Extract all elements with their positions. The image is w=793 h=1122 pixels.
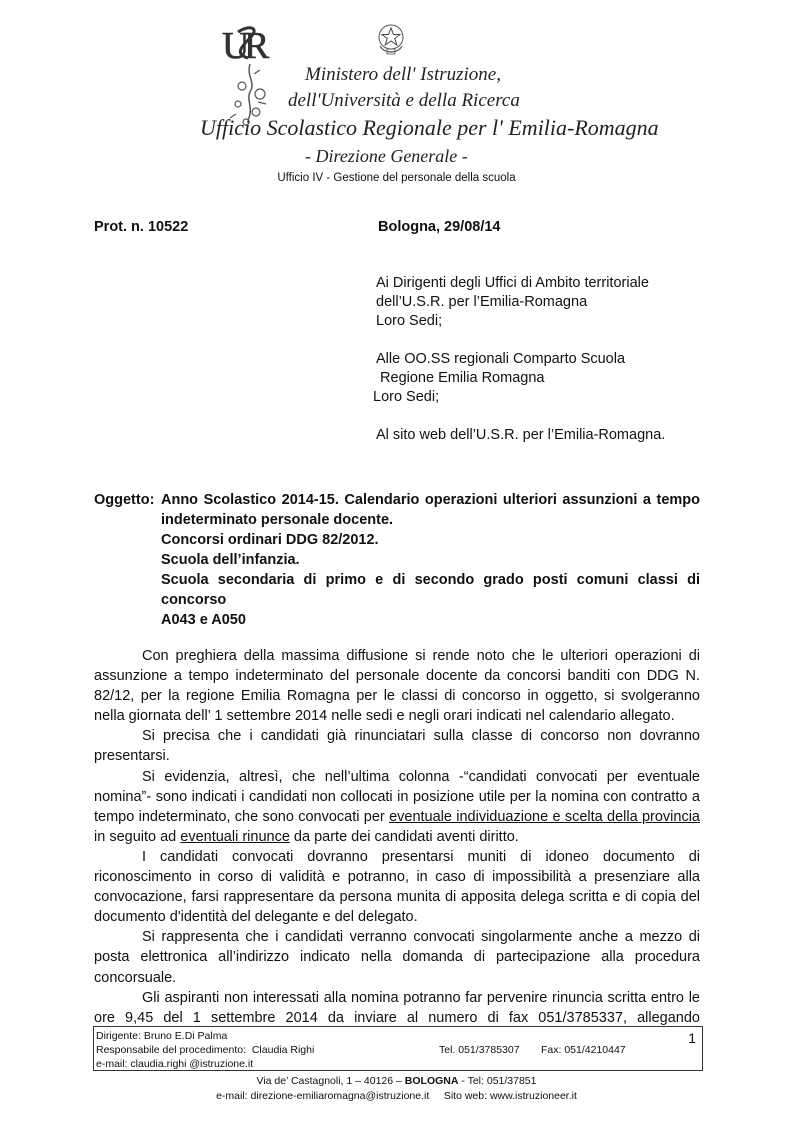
body-paragraph: Con preghiera della massima diffusione si rende noto che le ulteriori operazioni di assunzione a tempo indeterminato del personale docente da concorsi banditi con DDG N. 82/12, per la regione Emilia Romagna per le classi di concorso in oggetto, si svolgeranno nella giornata dell’ 1 settembre 2014 nelle sedi e negli orari indicati nel calendario allegato.: [94, 648, 700, 725]
footer-contact: e-mail: direzione-emiliaromagna@istruzione.it Sito web: www.istruzioneer.it: [216, 1090, 577, 1102]
body-paragraph: [94, 767, 700, 847]
address-city: BOLOGNA: [404, 1075, 459, 1087]
body-paragraph: Si precisa che i candidati già rinunciatari sulla classe di concorso non dovranno presentarsi.: [94, 728, 700, 765]
protocol-number: Prot. n. 10522: [94, 219, 189, 235]
usr-logo-icon: [220, 24, 282, 128]
letter-date: Bologna, 29/08/14: [378, 219, 501, 235]
addressee-line: Loro Sedi;: [376, 313, 443, 329]
body-paragraph: Gli aspiranti non interessati alla nomina potranno far pervenire rinuncia scritta entro le ore 9,45 del 1 settembre 2014 da inviare al numero di fax 051/3785337, allegando: [94, 989, 700, 1026]
subject-line: Scuola secondaria di primo e di secondo grado posti comuni classi di concorso: [161, 572, 700, 608]
footer-responsabile: Responsabile del procedimento: Claudia Righi: [96, 1044, 315, 1056]
letter-body: [94, 646, 700, 1028]
ministry-line: Ministero dell' Istruzione,: [305, 64, 501, 85]
subject-line: A043 e A050: [161, 612, 246, 628]
subject-line: Scuola dell’infanzia.: [161, 552, 300, 568]
body-text-span: Si evidenzia, altresì, che nell’ultima colonna -“candidati convocati per eventuale nomina”- sono indicati i candidati non collocati in posizione utile per la nomina con contratto a tempo indeterminato, che sono convocati per: [94, 768, 700, 825]
subject-lines: [161, 490, 700, 630]
italian-emblem-icon: [376, 22, 406, 56]
footer-tel: Tel. 051/3785307: [439, 1044, 520, 1056]
addressee-block: [376, 274, 700, 331]
addressee-line: Al sito web dell’U.S.R. per l’Emilia-Romagna.: [376, 427, 666, 443]
addressee-line: Regione Emilia Romagna: [376, 370, 545, 386]
svg-text:U: U: [222, 25, 250, 67]
body-text-span: in seguito ad: [94, 828, 181, 845]
address-street: Via de’ Castagnoli, 1 – 40126 –: [256, 1075, 405, 1087]
addressee-line: Loro Sedi;: [373, 389, 440, 405]
university-line: dell'Università e della Ricerca: [288, 90, 520, 111]
body-paragraph: Si rappresenta che i candidati verranno convocati singolarmente anche a mezzo di posta elettronica all’indirizzo indicato nella domanda di partecipazione alla procedura concorsuale.: [94, 929, 700, 986]
addressee-line: Alle OO.SS regionali Comparto Scuola: [376, 351, 626, 367]
underlined-text: eventuale individuazione e scelta della provincia: [389, 808, 700, 825]
underlined-text: eventuali rinunce: [180, 828, 290, 845]
subject-line: Concorsi ordinari DDG 82/2012.: [161, 532, 379, 548]
subject-label: Oggetto:: [94, 492, 155, 508]
addressee-line: dell’U.S.R. per l’Emilia-Romagna: [376, 294, 588, 310]
office-subtitle: Ufficio IV - Gestione del personale della scuola: [277, 172, 516, 184]
footer-fax: Fax: 051/4210447: [541, 1044, 626, 1056]
footer-email: e-mail: claudia.righi @istruzione.it: [96, 1058, 254, 1070]
address-tel: - Tel: 051/37851: [458, 1075, 537, 1087]
letterhead: [200, 18, 659, 176]
body-paragraph: I candidati convocati dovranno presentarsi muniti di idoneo documento di riconoscimento in corso di validità e potranno, in caso di impossibilità a presenziare alla convocazione, farsi rappresentare da persona munita di apposita delega scritta e di copia del documento d'identità del delegante e del delegato.: [94, 848, 700, 926]
addressees: [373, 274, 700, 464]
subject-line: Anno Scolastico 2014-15. Calendario operazioni ulteriori assunzioni a tempo: [161, 492, 700, 508]
body-text-span: da parte dei candidati aventi diritto.: [289, 828, 519, 845]
footer-dirigente: Dirigente: Bruno E.Di Palma: [96, 1030, 228, 1042]
addressee-line: Ai Dirigenti degli Uffici di Ambito territoriale: [376, 275, 649, 291]
subject-line: indeterminato personale docente.: [161, 512, 394, 528]
page-number: 1: [688, 1030, 696, 1046]
addressee-block: [373, 350, 700, 407]
addressee-block: [376, 426, 700, 445]
direzione-line: - Direzione Generale -: [305, 146, 468, 166]
footer-address: [0, 1075, 793, 1087]
footer-box: [93, 1026, 703, 1071]
svg-text:R: R: [244, 25, 270, 67]
regional-office-line: Ufficio Scolastico Regionale per l' Emilia-Romagna: [200, 115, 659, 140]
